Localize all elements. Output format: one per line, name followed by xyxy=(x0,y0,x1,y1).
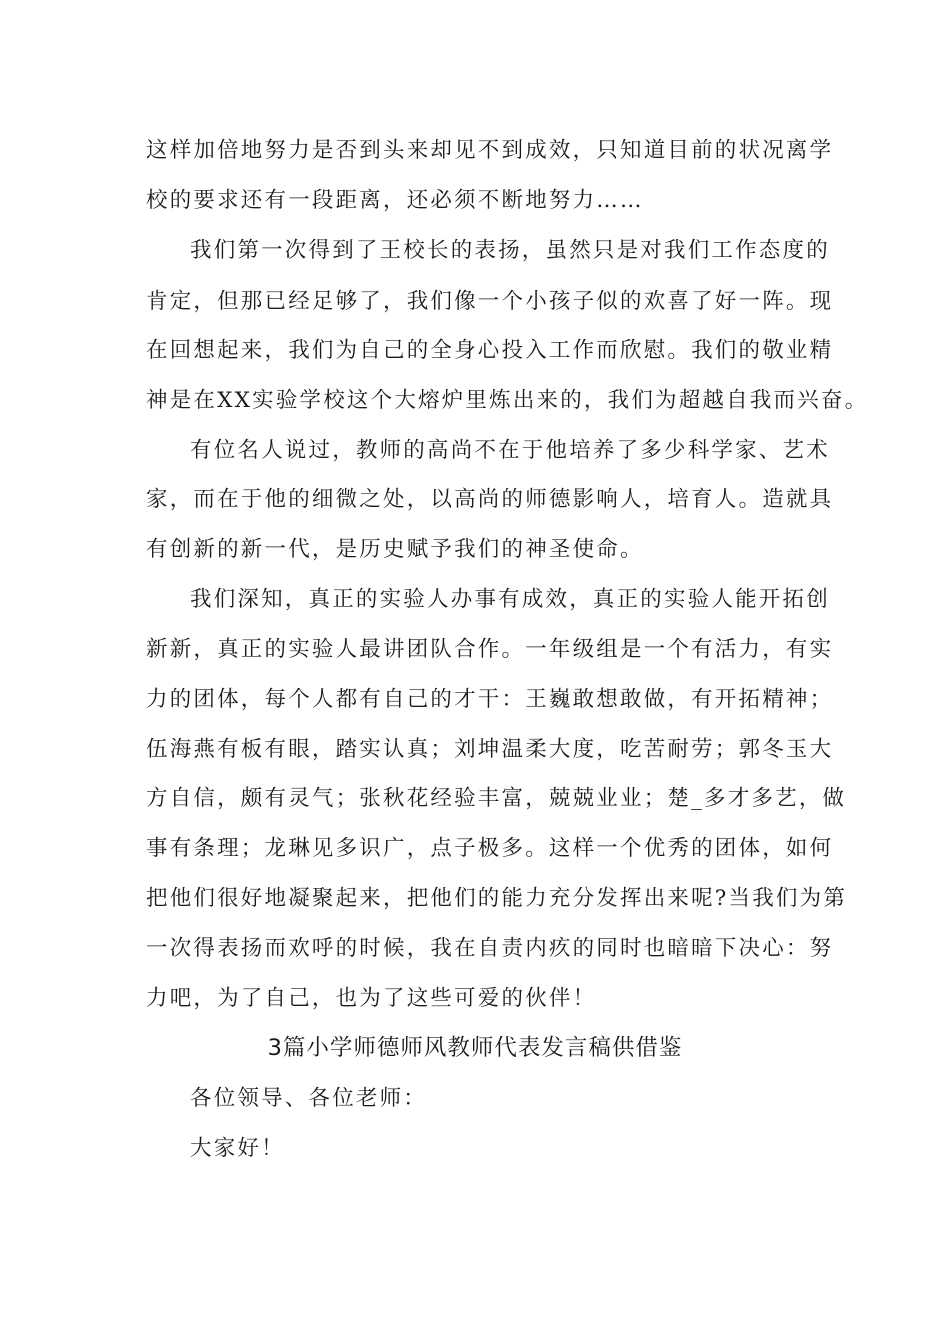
section-heading: 3篇小学师德师风教师代表发言稿供借鉴 xyxy=(267,1035,683,1061)
text-line: 家，而在于他的细微之处，以高尚的师德影响人，培育人。造就具 xyxy=(146,487,834,512)
greeting: 大家好！ xyxy=(190,1136,285,1161)
salutation: 各位领导、各位老师： xyxy=(190,1086,428,1111)
paragraph-start-line: 有位名人说过，教师的高尚不在于他培养了多少科学家、艺术 xyxy=(190,438,830,463)
text-line: 肯定，但那已经足够了，我们像一个小孩子似的欢喜了好一阵。现 xyxy=(146,289,834,314)
text-line: 力吧，为了自己，也为了这些可爱的伙伴！ xyxy=(146,986,597,1011)
text-line: 在回想起来，我们为自己的全身心投入工作而欣慰。我们的敬业精 xyxy=(146,338,834,363)
text-line: 神是在XX实验学校这个大熔炉里炼出来的，我们为超越自我而兴奋。 xyxy=(146,388,869,413)
text-line: 一次得表扬而欢呼的时候，我在自责内疚的同时也暗暗下决心：努 xyxy=(146,936,834,961)
text-line: 伍海燕有板有眼，踏实认真；刘坤温柔大度，吃苦耐劳；郭冬玉大 xyxy=(146,737,834,762)
text-line: 校的要求还有一段距离，还必须不断地努力…… xyxy=(146,188,644,213)
text-line: 力的团体，每个人都有自己的才干：王巍敢想敢做，有开拓精神； xyxy=(146,687,834,712)
text-line: 把他们很好地凝聚起来，把他们的能力充分发挥出来呢?当我们为第 xyxy=(146,886,848,911)
paragraph-start-line: 我们第一次得到了王校长的表扬，虽然只是对我们工作态度的 xyxy=(190,238,830,263)
text-line: 这样加倍地努力是否到头来却见不到成效，只知道目前的状况离学 xyxy=(146,138,834,163)
text-line: 方自信，颇有灵气；张秋花经验丰富，兢兢业业；楚_多才多艺，做 xyxy=(146,786,847,811)
text-line: 新新，真正的实验人最讲团队合作。一年级组是一个有活力，有实 xyxy=(146,637,834,662)
text-line: 事有条理；龙琳见多识广，点子极多。这样一个优秀的团体，如何 xyxy=(146,836,834,861)
text-line: 有创新的新一代，是历史赋予我们的神圣使命。 xyxy=(146,537,644,562)
paragraph-start-line: 我们深知，真正的实验人办事有成效，真正的实验人能开拓创 xyxy=(190,587,830,612)
